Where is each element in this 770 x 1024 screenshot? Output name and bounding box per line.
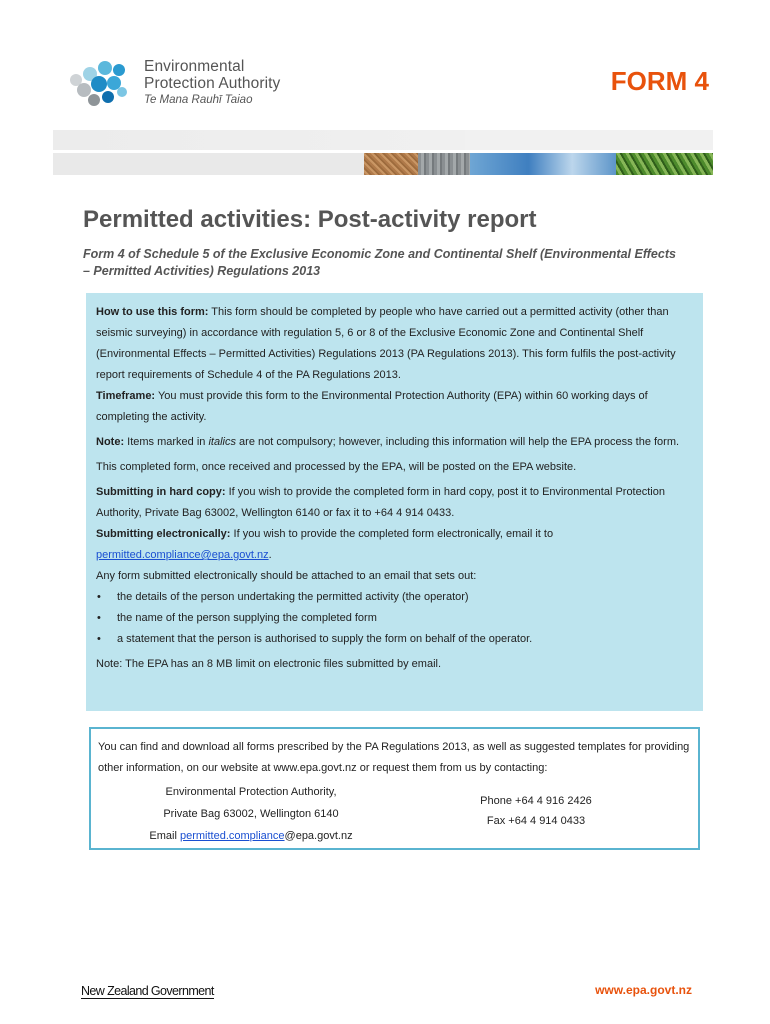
- hard-copy-paragraph: [96, 482, 692, 524]
- list-item: • the name of the person supplying the completed form: [96, 608, 692, 629]
- contact-address: [131, 781, 371, 847]
- header-banner-images: [53, 153, 713, 175]
- banner-water-image: [470, 153, 616, 175]
- banner-plain-segment: [53, 153, 364, 175]
- how-to-use-text: This form should be completed by people who have carried out a permitted activity (other than seismic surveying) in accordance with regulation 5, 6 or 8 of the Exclusive Economic Zone and Continental Shelf (Environmental Effects – Permitted Activities) Regulations 2013 (PA Regulations 2013). This form fulfils the post-activity report requirements of Schedule 4 of the PA Regulations 2013.: [96, 306, 676, 381]
- epa-logo: [66, 58, 306, 114]
- logo-tagline: Te Mana Rauhī Taiao: [144, 94, 253, 106]
- email-paragraph: [96, 545, 692, 566]
- hard-copy-label: Submitting in hard copy:: [96, 486, 226, 498]
- note-text-post: are not compulsory; however, including this information will help the EPA process the form.: [235, 436, 680, 448]
- logo-line1: Environmental: [144, 58, 245, 75]
- note-label: Note:: [96, 436, 125, 448]
- electronic-label: Submitting electronically:: [96, 528, 231, 540]
- banner-stone-image: [418, 153, 470, 175]
- banner-fern-image: [616, 153, 713, 175]
- note-italic: italics: [208, 436, 236, 448]
- contact-org: Environmental Protection Authority,: [165, 786, 337, 798]
- contact-email-domain: @epa.govt.nz: [284, 830, 353, 842]
- how-to-use-label: How to use this form:: [96, 306, 209, 318]
- nz-government-logo: New Zealand Government: [81, 984, 214, 998]
- contact-email: [131, 825, 371, 847]
- how-to-use-paragraph: [96, 302, 692, 386]
- timeframe-text: You must provide this form to the Environmental Protection Authority (EPA) within 60 working days of completing the activity.: [96, 390, 648, 423]
- form-number: FORM 4: [610, 66, 709, 96]
- instructions-box: [86, 293, 703, 711]
- contact-phone: Phone +64 4 916 2426: [480, 795, 592, 807]
- page-subtitle: Form 4 of Schedule 5 of the Exclusive Economic Zone and Continental Shelf (Environmental Effects – Permitted Activities) Regulations 2013: [83, 247, 676, 278]
- email-link[interactable]: permitted.compliance@epa.govt.nz: [96, 549, 269, 561]
- contact-intro: You can find and download all forms prescribed by the PA Regulations 2013, as well as suggested templates for providing other information, on our website at www.epa.govt.nz or request them from us by contacting:: [98, 741, 690, 774]
- list-item: • the details of the person undertaking the permitted activity (the operator): [96, 587, 692, 608]
- logo-line2: Protection Authority: [144, 75, 281, 92]
- contact-email-link[interactable]: permitted.compliance: [179, 830, 285, 842]
- email-requirements-list: [96, 587, 692, 650]
- size-note: Note: The EPA has an 8 MB limit on electronic files submitted by email.: [96, 658, 442, 670]
- timeframe-paragraph: [96, 386, 692, 428]
- timeframe-label: Timeframe:: [96, 390, 156, 402]
- note-text-pre: Items marked in: [124, 436, 209, 448]
- list-item: • a statement that the person is authorised to supply the form on behalf of the operator.: [96, 629, 692, 650]
- email-suffix: .: [268, 549, 272, 561]
- contact-phone-fax: [461, 791, 611, 831]
- note-paragraph: [96, 432, 692, 453]
- contact-email-label: Email: [149, 830, 180, 842]
- banner-sand-image: [364, 153, 418, 175]
- footer-website-link[interactable]: www.epa.govt.nz: [595, 983, 692, 997]
- hard-copy-text: If you wish to provide the completed form in hard copy, post it to Environmental Protection Authority, Private Bag 63002, Wellington 6140 or fax it to +64 4 914 0433.: [96, 486, 665, 519]
- contact-postal-address: Private Bag 63002, Wellington 6140: [163, 808, 339, 820]
- attach-paragraph: Any form submitted electronically should be attached to an email that sets out:: [96, 570, 477, 582]
- page-title: Permitted activities: Post-activity report: [83, 206, 537, 233]
- contact-box: [89, 727, 700, 850]
- header-banner-top: [53, 130, 713, 150]
- electronic-paragraph: [96, 524, 692, 545]
- contact-fax: Fax +64 4 914 0433: [486, 815, 586, 827]
- posted-paragraph: This completed form, once received and processed by the EPA, will be posted on the EPA website.: [96, 461, 577, 473]
- epa-logo-icon: [66, 58, 136, 114]
- electronic-text: If you wish to provide the completed form electronically, email it to: [230, 528, 554, 540]
